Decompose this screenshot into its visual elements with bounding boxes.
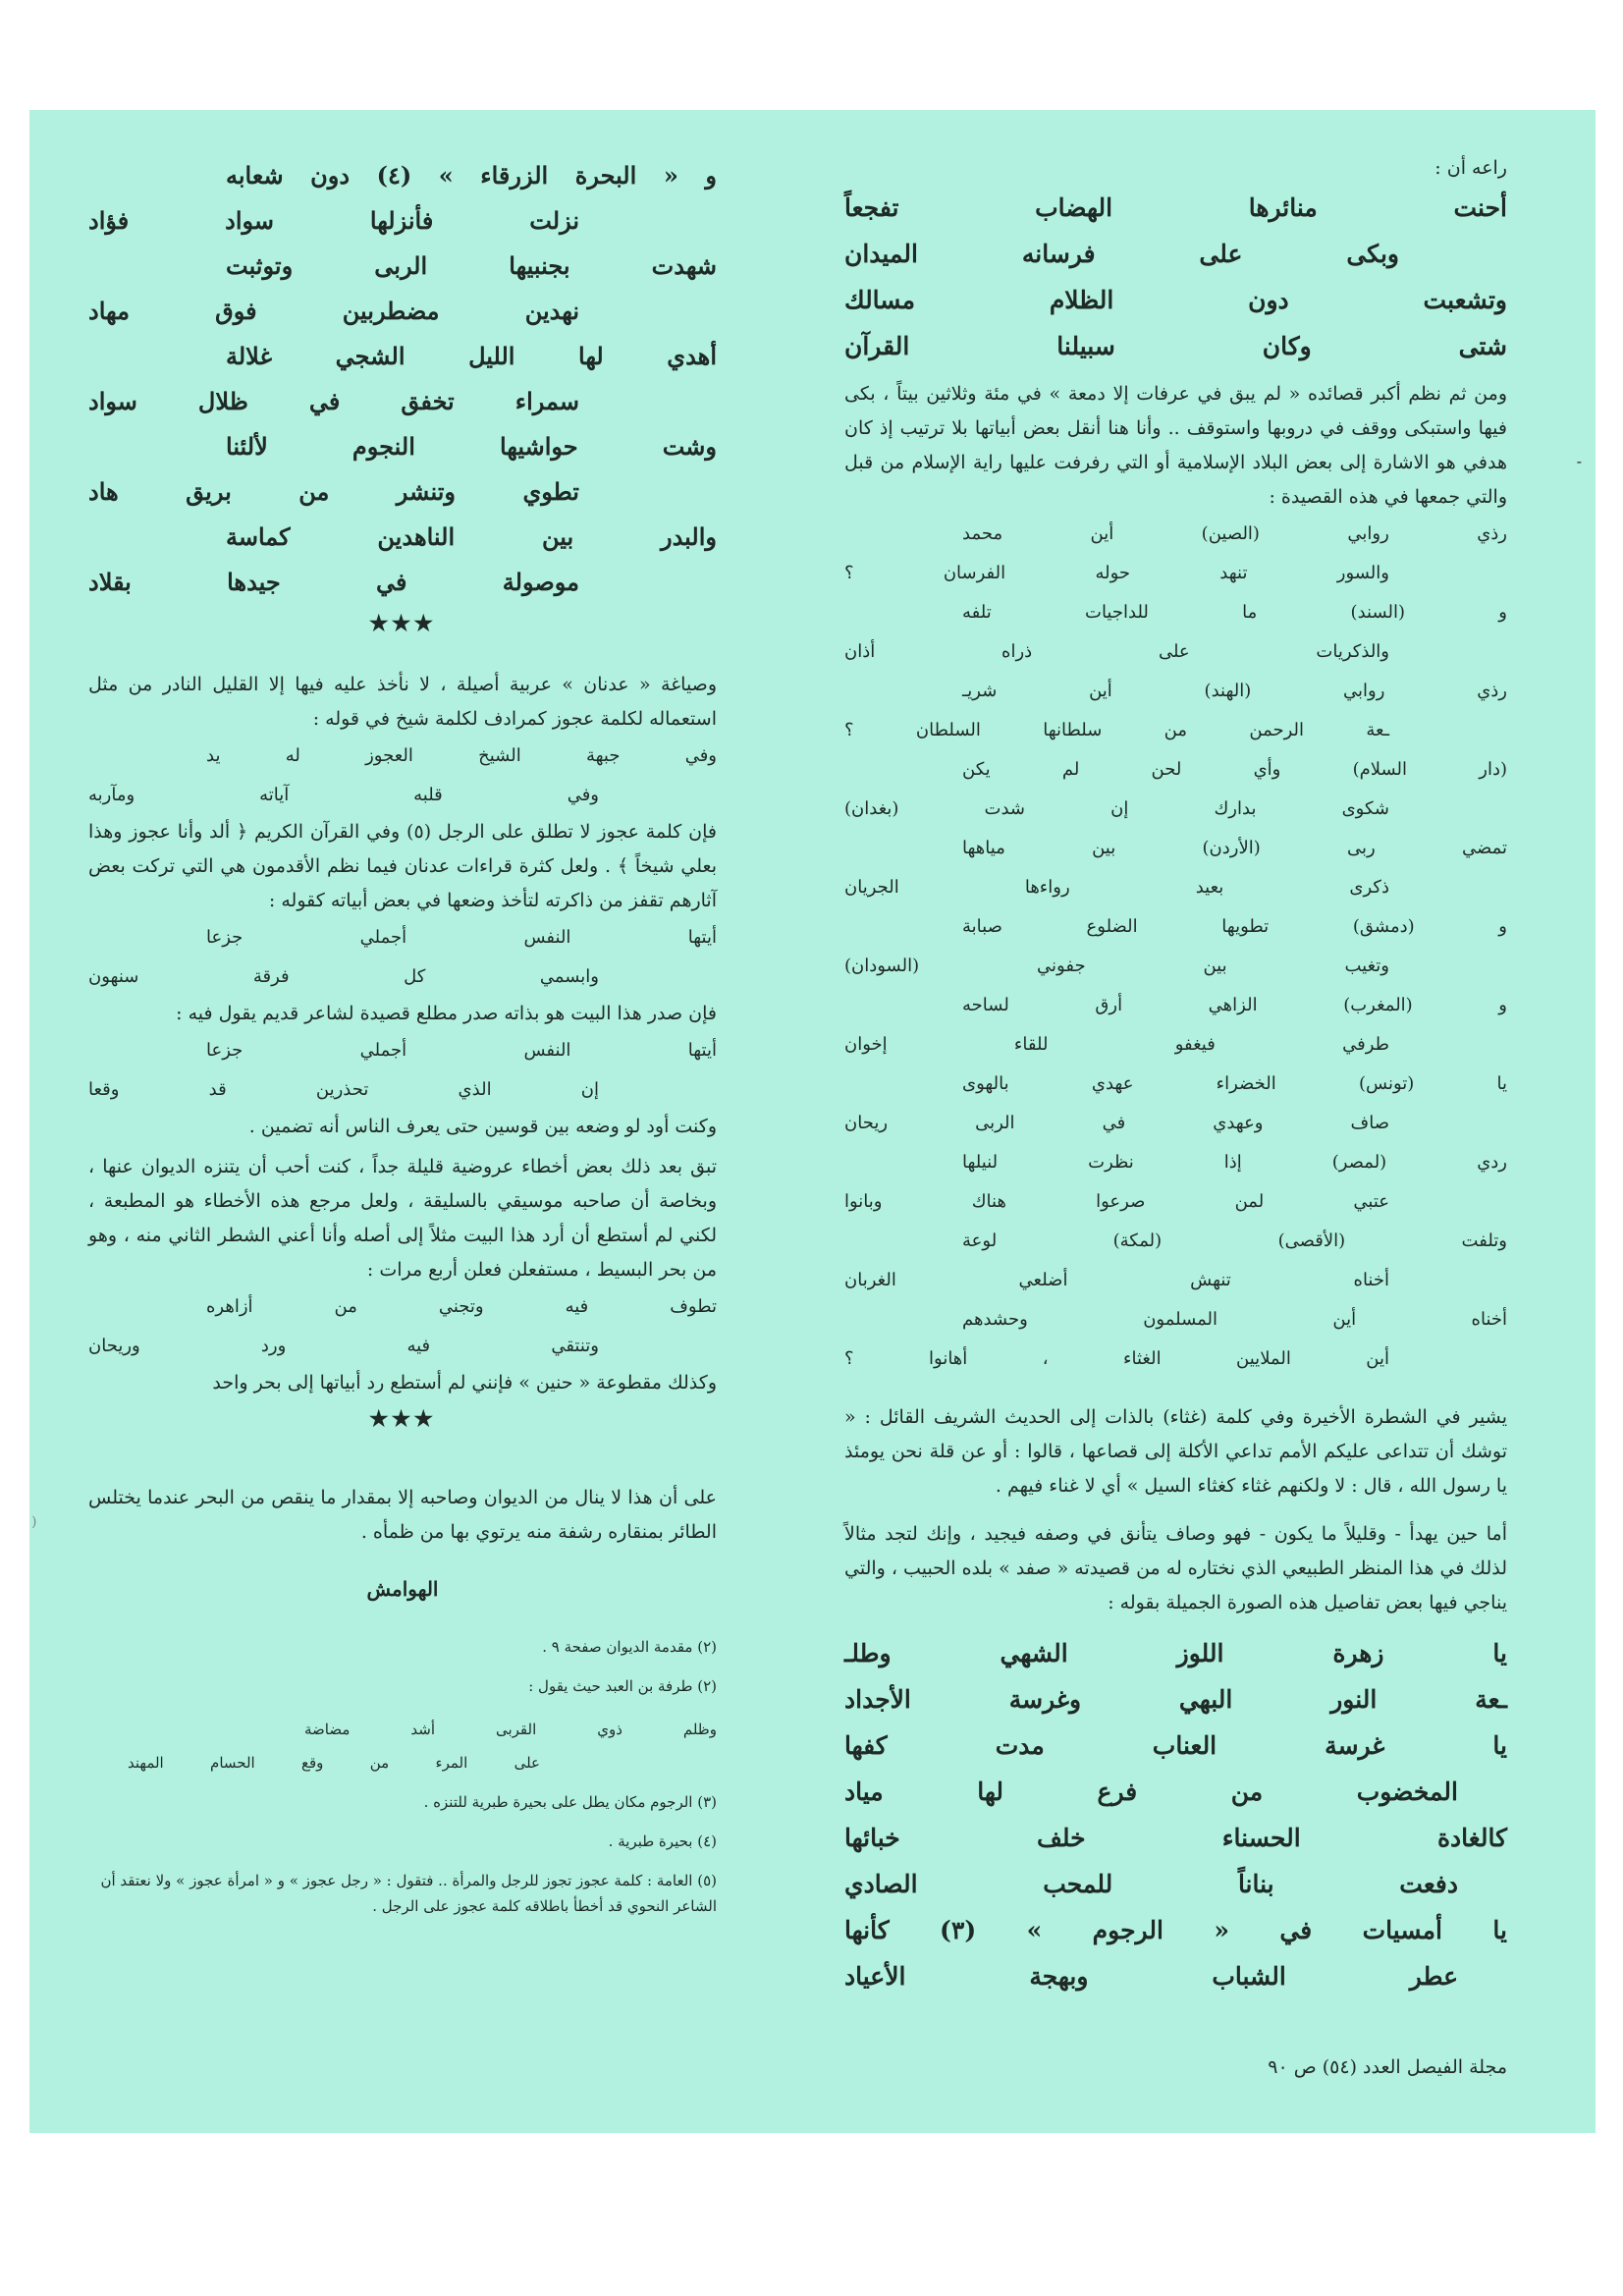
intro-text: راعه أن : <box>1434 157 1507 179</box>
paragraph: ومن ثم نظم أكبر قصائده « لم يبق في عرفات إلا دمعة » في مئة وثلاثين بيتاً ، بكى فيها واستبكى ووقف في دروبها واستوقف .. وأنا هنا أنقل بعض أبياتها بلا ترتيب إذ كان هدفي هو الاشارة إلى بعض البلاد الإسلامية أو التي رفرفت عليها راية الإسلام من قبل والتي جمعها في هذه القصيدة : <box>844 383 1507 508</box>
paragraph: تبق بعد ذلك بعض أخطاء عروضية قليلة جداً ، كنت أحب أن يتنزه الديوان عنها ، وبخاصة أن صاحبه موسيقي بالسليقة ، ولعل مرجع هذه الأخطاء هو المطبعة ، لكني لم أستطع أن أرد هذا البيت مثلاً إلى أصله وأنا أعني الشطر الثاني منه ، وهو من بحر البسيط ، مستفعلن فعلن أربع مرات : <box>88 1156 717 1281</box>
page-footer: مجلة الفيصل العدد (٥٤) ص ٩٠ <box>1268 2056 1507 2078</box>
section-separator: ★★★ <box>368 611 437 636</box>
verse-hemistich: ـعة النور البهي وغرسة الأجداد <box>844 1685 1507 1714</box>
margin-mark: - <box>1576 452 1582 470</box>
verse-hemistich: و (السند) ما للداجيات تلفه <box>962 602 1507 623</box>
paragraph: أما حين يهدأ - وقليلاً ما يكون - فهو وصاف يتأنق في وصفه فيجيد ، وإنك لتجد مثالاً لذلك في هذا المنظر الطبيعي الذي نختاره له من قصيدته « صفد » بلده الحبيب ، والتي يناجي فيها بعض تفاصيل هذه الصورة الجميلة بقوله : <box>844 1523 1507 1613</box>
verse-hemistich: وتنتقي فيه ورد وريحان <box>88 1336 599 1356</box>
verse-hemistich: موصولة في جيدها بقلاد <box>88 568 579 596</box>
verse-block <box>844 1630 1507 1999</box>
verse-hemistich: وفي جبهة الشيخ العجوز له يد <box>206 745 717 766</box>
verse-hemistich: أحنت منائرها الهضاب تفجعاً <box>844 193 1507 222</box>
verse-hemistich: يا أمسيات في « الرجوم » (٣) كأنها <box>844 1916 1507 1944</box>
page-background <box>29 110 1596 2133</box>
footnote: (٢) طرفة بن العبد حيث يقول : <box>528 1677 717 1695</box>
footnotes-title: الهوامش <box>366 1577 439 1601</box>
verse-hemistich: يا زهرة اللوز الشهي وطلـ <box>844 1639 1507 1667</box>
paragraph: وكنت أود لو وضعه بين قوسين حتى يعرف الناس أنه تضمين . <box>248 1116 717 1137</box>
verse-block <box>844 515 1507 1379</box>
verse-hemistich: وفي قلبه آياته ومآربه <box>88 785 599 805</box>
verse-hemistich: أهدي لها الليل الشجي غلالة <box>226 342 717 370</box>
paragraph: على أن هذا لا ينال من الديوان وصاحبه إلا بمقدار ما ينقص من البحر عندما يختلس الطائر بمنقاره رشفة منه يرتوي بها من ظمأه . <box>88 1487 717 1543</box>
verse-hemistich: أيتها النفس أجملي جزعا <box>206 927 717 948</box>
verse-block <box>844 185 1507 369</box>
verse-hemistich: إن الذي تحذرين قد وقعا <box>88 1079 599 1100</box>
verse-hemistich: وشت حواشيها النجوم لألئنا <box>226 432 717 461</box>
verse-hemistich: شهدت بجنبيها الربى وتوثبت <box>226 251 717 280</box>
footnote: (٢) مقدمة الديوان صفحة ٩ . <box>542 1638 717 1656</box>
verse-hemistich: نهدين مضطربين فوق مهاد <box>88 297 579 325</box>
verse-hemistich: و « البحرة الزرقاء » (٤) دون شعابه <box>226 161 718 190</box>
verse-hemistich: دفعت بناناً للمحب الصادي <box>844 1870 1458 1898</box>
verse-hemistich: والذكريات على ذراه أذان <box>844 641 1389 662</box>
verse-hemistich: ذكرى بعيد رواءها الجريان <box>844 877 1389 898</box>
verse-hemistich: أخناه تنهش أضلعي الغربان <box>844 1270 1389 1290</box>
verse-block <box>88 1031 717 1110</box>
verse-block <box>88 1287 717 1366</box>
verse-hemistich: وابسمي كل فرقة سنهون <box>88 966 599 987</box>
verse-block <box>88 153 717 605</box>
verse-hemistich: أين الملايين الغثاء ، أهانوا ؟ <box>844 1348 1389 1369</box>
verse-hemistich: وتشعبت دون الظلام مسالك <box>844 286 1507 314</box>
verse-hemistich: يا غرسة العناب مدت كفها <box>844 1731 1507 1760</box>
verse-hemistich: تمضي ربى (الأردن) بين مياهها <box>962 838 1507 858</box>
verse-hemistich: رذي روابي (الهند) أين شريـ <box>962 681 1507 701</box>
verse-hemistich: ردي (لمصر) إذا نظرت لنيلها <box>962 1152 1507 1173</box>
verse-hemistich: و (المغرب) الزاهي أرق لساحه <box>962 995 1507 1015</box>
verse-hemistich: سمراء تخفق في ظلال سواد <box>88 387 579 415</box>
section-separator: ★★★ <box>368 1406 437 1432</box>
verse-hemistich: طرفي فيغفو للقاء إخوان <box>844 1034 1389 1055</box>
verse-hemistich: تطوي وتنشر من بريق هاد <box>88 477 579 506</box>
verse-hemistich: وتغيب بين جفوني (السودان) <box>844 956 1389 976</box>
paragraph: يشير في الشطرة الأخيرة وفي كلمة (غثاء) بالذات إلى الحديث الشريف القائل : « توشك أن تتداعى عليكم الأمم تداعي الأكلة إلى قصاعها ، قالوا : أو عن قلة نحن يومئذ يا رسول الله ، قال : لا ولكنهم غثاء كغثاء السيل » أي لا غناء فيهم . <box>844 1406 1507 1497</box>
verse-hemistich: شتى وكان سبيلنا القرآن <box>844 332 1507 360</box>
verse-hemistich: ـعة الرحمن من سلطانها السلطان ؟ <box>844 720 1389 740</box>
footnote: (٤) بحيرة طبرية . <box>608 1832 717 1850</box>
verse-hemistich: أخناه أين المسلمون وحشدهم <box>962 1309 1507 1330</box>
verse-block <box>88 918 717 997</box>
verse-hemistich: على المرء من وقع الحسام المهند <box>128 1754 540 1772</box>
verse-hemistich: المخضوب من فرع لها مياد <box>844 1777 1458 1806</box>
verse-hemistich: عطر الشباب وبهجة الأعياد <box>844 1962 1458 1991</box>
verse-hemistich: عتبي لمن صرعوا هناك وبانوا <box>844 1191 1389 1212</box>
verse-hemistich: (دار السلام) وأي لحن لم يكن <box>962 759 1507 780</box>
paragraph: فإن كلمة عجوز لا تطلق على الرجل (٥) وفي القرآن الكريم ﴿ ألد وأنا عجوز وهذا بعلي شيخاً ﴾ . ولعل كثرة قراءات عدنان فيما نظم الأقدمون هي التي تركت بعض آثارهم تقفز من ذاكرته لتأخذ وضعها في بعض أبياته كقوله : <box>88 821 717 911</box>
right-column <box>844 153 1507 1999</box>
verse-hemistich: والسور تنهد حوله الفرسان ؟ <box>844 563 1389 583</box>
verse-hemistich: رذي روابي (الصين) أين محمد <box>962 523 1507 544</box>
left-column <box>88 153 717 1933</box>
footnote: (٥) العامة : كلمة عجوز تجوز للرجل والمرأة .. فتقول : « رجل عجوز » و « امرأة عجوز » ولا نعتقد أن الشاعر النحوي قد أخطأ باطلاقه كلمة عجوز على الرجل . <box>100 1872 717 1915</box>
footnote: (٣) الرجوم مكان يطل على بحيرة طبرية للتنزه . <box>423 1793 717 1811</box>
verse-block <box>88 737 717 815</box>
verse-hemistich: وبكى على فرسانه الميدان <box>844 240 1399 268</box>
paragraph: وكذلك مقطوعة « حنين » فإنني لم أستطع رد أبياتها إلى بحر واحد <box>212 1372 717 1394</box>
paragraph: فإن صدر هذا البيت هو بذاته صدر مطلع قصيدة لشاعر قديم يقول فيه : <box>176 1003 717 1024</box>
verse-hemistich: تطوف فيه وتجني من أزاهره <box>206 1296 717 1317</box>
verse-hemistich: شكوى بدارك إن شدت (بغدان) <box>844 798 1389 819</box>
verse-hemistich: والبدر بين الناهدين كماسة <box>226 522 717 551</box>
verse-hemistich: أيتها النفس أجملي جزعا <box>206 1040 717 1061</box>
verse-hemistich: صاف وعهدي في الربى ريحان <box>844 1113 1389 1133</box>
paragraph: وصياغة « عدنان » عربية أصيلة ، لا نأخذ عليه فيها إلا القليل النادر من مثل استعماله لكلمة عجوز كمرادف لكلمة شيخ في قوله : <box>88 674 717 730</box>
verse-hemistich: نزلت فأنزلها سواد فؤاد <box>88 206 579 235</box>
edge-mark: ( <box>31 1514 37 1530</box>
verse-hemistich: وظلم ذوي القربى أشد مضاضة <box>304 1721 717 1738</box>
footnote-verse <box>128 1713 717 1779</box>
verse-hemistich: و (دمشق) تطويها الضلوع صبابة <box>962 916 1507 937</box>
verse-hemistich: وتلفت (الأقصى) (لمكة) لوعة <box>962 1230 1507 1251</box>
verse-hemistich: يا (تونس) الخضراء عهدي بالهوى <box>962 1073 1507 1094</box>
verse-hemistich: كالغادة الحسناء خلف خبائها <box>844 1824 1507 1852</box>
